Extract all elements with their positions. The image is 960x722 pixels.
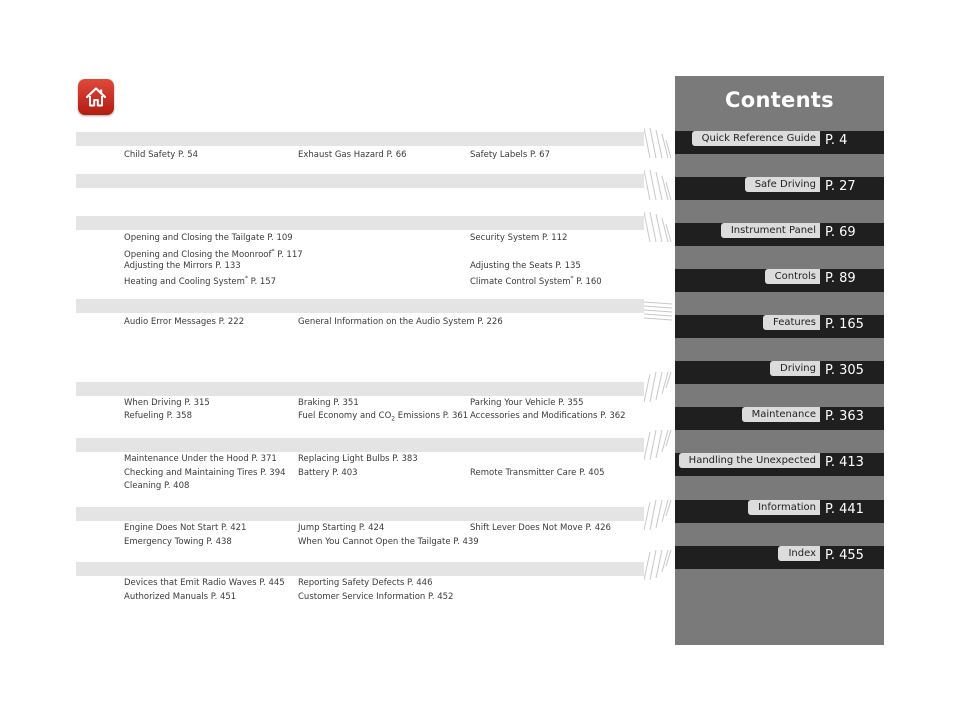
toc-link-mirrors[interactable]: Adjusting the Mirrors P. 133: [124, 261, 241, 271]
toc-link-remote-transmitter[interactable]: Remote Transmitter Care P. 405: [470, 468, 605, 478]
tab-features[interactable]: [675, 315, 884, 338]
tab-page-number: P. 413: [825, 455, 864, 470]
tab-driving[interactable]: [675, 361, 884, 384]
toc-link-braking[interactable]: Braking P. 351: [298, 398, 359, 408]
toc-link-light-bulbs[interactable]: Replacing Light Bulbs P. 383: [298, 454, 418, 464]
toc-link-accessories[interactable]: Accessories and Modifications P. 362: [470, 411, 626, 421]
toc-link-fuel-economy[interactable]: Fuel Economy and $CO_2$ Emissions P. 361: [298, 411, 469, 423]
tab-label: Information: [748, 500, 820, 515]
tab-label: Maintenance: [742, 407, 820, 422]
connector-hatch: [644, 212, 672, 242]
section-bar-handling-unexpected[interactable]: [76, 507, 644, 521]
section-bar-instrument-panel[interactable]: [76, 174, 644, 188]
toc-link-heating-cooling[interactable]: Heating and Cooling System* P. 157: [124, 275, 277, 287]
tab-page-number: P. 165: [825, 317, 864, 332]
toc-link-safety-defects[interactable]: Reporting Safety Defects P. 446: [298, 578, 433, 588]
tab-page-number: P. 441: [825, 502, 864, 517]
toc-link-child-safety[interactable]: Child Safety P. 54: [124, 150, 199, 160]
toc-link-radio-waves[interactable]: Devices that Emit Radio Waves P. 445: [124, 578, 285, 588]
tab-page-number: P. 69: [825, 225, 856, 240]
home-icon: [84, 85, 108, 109]
toc-link-audio-error[interactable]: Audio Error Messages P. 222: [124, 317, 245, 327]
tab-handling-the-unexpected[interactable]: [675, 453, 884, 476]
tab-label: Safe Driving: [745, 177, 820, 192]
toc-link-tailgate[interactable]: Opening and Closing the Tailgate P. 109: [124, 233, 293, 243]
toc-link-battery[interactable]: Battery P. 403: [298, 468, 358, 478]
tab-maintenance[interactable]: [675, 407, 884, 430]
tab-instrument-panel[interactable]: [675, 223, 884, 246]
home-button[interactable]: [78, 79, 114, 115]
contents-sidebar: [675, 76, 884, 645]
toc-link-authorized-manuals[interactable]: Authorized Manuals P. 451: [124, 592, 237, 602]
section-bar-safe-driving[interactable]: [76, 132, 644, 146]
toc-link-security-system[interactable]: Security System P. 112: [470, 233, 568, 243]
tab-page-number: P. 27: [825, 179, 856, 194]
section-bar-driving[interactable]: [76, 382, 644, 396]
connector-hatch: [644, 296, 672, 326]
sidebar-title: Contents: [725, 88, 834, 112]
tab-label: Driving: [770, 361, 820, 376]
section-bar-controls[interactable]: [76, 216, 644, 230]
toc-link-safety-labels[interactable]: Safety Labels P. 67: [470, 150, 550, 160]
toc-link-emergency-towing[interactable]: Emergency Towing P. 438: [124, 537, 232, 547]
toc-link-refueling[interactable]: Refueling P. 358: [124, 411, 192, 421]
connector-hatch: [644, 128, 672, 158]
tab-label: Controls: [765, 269, 820, 284]
connector-hatch: [644, 500, 672, 530]
tab-safe-driving[interactable]: [675, 177, 884, 200]
toc-link-under-hood[interactable]: Maintenance Under the Hood P. 371: [124, 454, 277, 464]
connector-hatch: [644, 170, 672, 200]
toc-link-customer-service[interactable]: Customer Service Information P. 452: [298, 592, 454, 602]
tab-label: Handling the Unexpected: [679, 453, 820, 468]
toc-link-climate-control[interactable]: Climate Control System* P. 160: [470, 275, 602, 287]
toc-link-exhaust-gas[interactable]: Exhaust Gas Hazard P. 66: [298, 150, 407, 160]
connector-hatch: [644, 550, 672, 580]
connector-hatch: [644, 430, 672, 460]
toc-link-audio-info[interactable]: General Information on the Audio System P. 226: [298, 317, 503, 327]
toc-link-engine-start[interactable]: Engine Does Not Start P. 421: [124, 523, 247, 533]
tab-page-number: P. 305: [825, 363, 864, 378]
toc-link-tires[interactable]: Checking and Maintaining Tires P. 394: [124, 468, 286, 478]
tab-index[interactable]: [675, 546, 884, 569]
toc-link-seats[interactable]: Adjusting the Seats P. 135: [470, 261, 581, 271]
tab-quick-reference-guide[interactable]: [675, 131, 884, 154]
toc-link-shift-lever[interactable]: Shift Lever Does Not Move P. 426: [470, 523, 611, 533]
toc-link-jump-starting[interactable]: Jump Starting P. 424: [298, 523, 385, 533]
tab-page-number: P. 4: [825, 133, 848, 148]
tab-label: Instrument Panel: [721, 223, 820, 238]
tab-label: Quick Reference Guide: [692, 131, 820, 146]
section-bar-features[interactable]: [76, 299, 644, 313]
tab-page-number: P. 89: [825, 271, 856, 286]
toc-link-tailgate-open[interactable]: When You Cannot Open the Tailgate P. 439: [298, 537, 479, 547]
tab-label: Index: [778, 546, 820, 561]
section-bar-information[interactable]: [76, 562, 644, 576]
tab-label: Features: [763, 315, 820, 330]
toc-link-moonroof[interactable]: Opening and Closing the Moonroof* P. 117: [124, 248, 303, 260]
tab-page-number: P. 455: [825, 548, 864, 563]
toc-link-cleaning[interactable]: Cleaning P. 408: [124, 481, 190, 491]
toc-link-parking[interactable]: Parking Your Vehicle P. 355: [470, 398, 584, 408]
tab-page-number: P. 363: [825, 409, 864, 424]
tab-information[interactable]: [675, 500, 884, 523]
toc-link-when-driving[interactable]: When Driving P. 315: [124, 398, 210, 408]
tab-controls[interactable]: [675, 269, 884, 292]
section-bar-maintenance[interactable]: [76, 438, 644, 452]
connector-hatch: [644, 372, 672, 402]
